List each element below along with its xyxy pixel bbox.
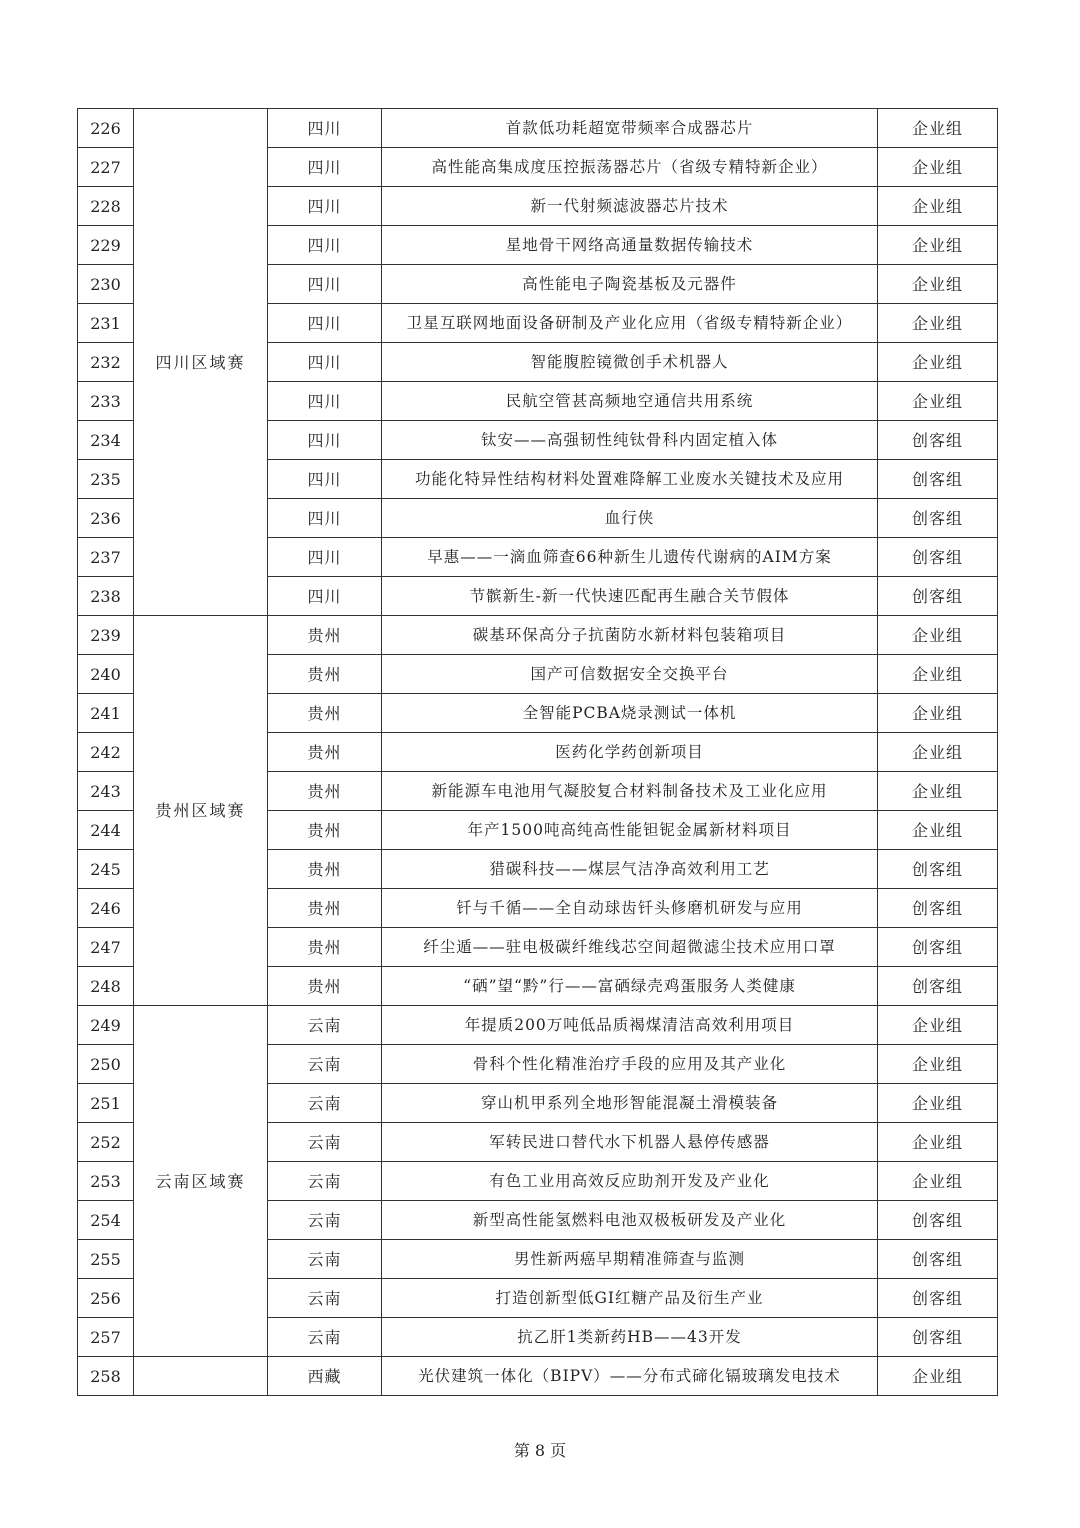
- group-cell: 企业组: [878, 772, 998, 811]
- province-cell: 四川: [268, 226, 382, 265]
- province-cell: 云南: [268, 1006, 382, 1045]
- project-name-cell: 节髌新生-新一代快速匹配再生融合关节假体: [382, 577, 878, 616]
- project-name-cell: 年提质200万吨低品质褐煤清洁高效利用项目: [382, 1006, 878, 1045]
- row-number: 245: [78, 850, 134, 889]
- group-cell: 创客组: [878, 460, 998, 499]
- region-cell: 云南区域赛: [134, 1006, 268, 1357]
- province-cell: 四川: [268, 382, 382, 421]
- project-table-body: [78, 109, 998, 1396]
- group-cell: 创客组: [878, 889, 998, 928]
- group-cell: 创客组: [878, 421, 998, 460]
- province-cell: 云南: [268, 1045, 382, 1084]
- row-number: 255: [78, 1240, 134, 1279]
- project-name-cell: 医药化学药创新项目: [382, 733, 878, 772]
- row-number: 234: [78, 421, 134, 460]
- project-name-cell: 血行侠: [382, 499, 878, 538]
- project-name-cell: 高性能电子陶瓷基板及元器件: [382, 265, 878, 304]
- row-number: 243: [78, 772, 134, 811]
- province-cell: 云南: [268, 1240, 382, 1279]
- region-cell: 贵州区域赛: [134, 616, 268, 1006]
- row-number: 257: [78, 1318, 134, 1357]
- row-number: 240: [78, 655, 134, 694]
- table-row: [78, 1006, 998, 1045]
- row-number: 242: [78, 733, 134, 772]
- province-cell: 西藏: [268, 1357, 382, 1396]
- group-cell: 企业组: [878, 382, 998, 421]
- row-number: 249: [78, 1006, 134, 1045]
- province-cell: 云南: [268, 1318, 382, 1357]
- row-number: 237: [78, 538, 134, 577]
- row-number: 253: [78, 1162, 134, 1201]
- group-cell: 企业组: [878, 655, 998, 694]
- province-cell: 四川: [268, 499, 382, 538]
- province-cell: 贵州: [268, 733, 382, 772]
- group-cell: 创客组: [878, 1240, 998, 1279]
- row-number: 228: [78, 187, 134, 226]
- project-name-cell: 年产1500吨高纯高性能钽铌金属新材料项目: [382, 811, 878, 850]
- project-name-cell: 全智能PCBA烧录测试一体机: [382, 694, 878, 733]
- project-name-cell: 碳基环保高分子抗菌防水新材料包装箱项目: [382, 616, 878, 655]
- group-cell: 企业组: [878, 1123, 998, 1162]
- project-name-cell: 高性能高集成度压控振荡器芯片（省级专精特新企业）: [382, 148, 878, 187]
- row-number: 251: [78, 1084, 134, 1123]
- row-number: 241: [78, 694, 134, 733]
- table-row: [78, 109, 998, 148]
- table-row: [78, 616, 998, 655]
- group-cell: 企业组: [878, 811, 998, 850]
- project-name-cell: 纤尘遁——驻电极碳纤维线芯空间超微滤尘技术应用口罩: [382, 928, 878, 967]
- row-number: 231: [78, 304, 134, 343]
- province-cell: 四川: [268, 577, 382, 616]
- province-cell: 贵州: [268, 967, 382, 1006]
- row-number: 233: [78, 382, 134, 421]
- province-cell: 贵州: [268, 616, 382, 655]
- row-number: 227: [78, 148, 134, 187]
- province-cell: 贵州: [268, 889, 382, 928]
- group-cell: 创客组: [878, 967, 998, 1006]
- group-cell: 企业组: [878, 1045, 998, 1084]
- province-cell: 贵州: [268, 694, 382, 733]
- row-number: 256: [78, 1279, 134, 1318]
- row-number: 246: [78, 889, 134, 928]
- row-number: 229: [78, 226, 134, 265]
- province-cell: 贵州: [268, 655, 382, 694]
- row-number: 238: [78, 577, 134, 616]
- group-cell: 企业组: [878, 304, 998, 343]
- province-cell: 贵州: [268, 772, 382, 811]
- group-cell: 企业组: [878, 343, 998, 382]
- project-name-cell: 钎与千循——全自动球齿钎头修磨机研发与应用: [382, 889, 878, 928]
- project-name-cell: 男性新两癌早期精准筛查与监测: [382, 1240, 878, 1279]
- province-cell: 贵州: [268, 811, 382, 850]
- province-cell: 四川: [268, 343, 382, 382]
- province-cell: 云南: [268, 1123, 382, 1162]
- group-cell: 企业组: [878, 616, 998, 655]
- row-number: 226: [78, 109, 134, 148]
- row-number: 252: [78, 1123, 134, 1162]
- group-cell: 企业组: [878, 733, 998, 772]
- province-cell: 四川: [268, 304, 382, 343]
- province-cell: 四川: [268, 148, 382, 187]
- group-cell: 企业组: [878, 1084, 998, 1123]
- group-cell: 企业组: [878, 694, 998, 733]
- group-cell: 企业组: [878, 148, 998, 187]
- group-cell: 企业组: [878, 226, 998, 265]
- province-cell: 四川: [268, 187, 382, 226]
- province-cell: 贵州: [268, 928, 382, 967]
- province-cell: 四川: [268, 421, 382, 460]
- group-cell: 企业组: [878, 187, 998, 226]
- project-name-cell: 穿山机甲系列全地形智能混凝土滑模装备: [382, 1084, 878, 1123]
- group-cell: 创客组: [878, 1279, 998, 1318]
- page-number: 第 8 页: [513, 1441, 567, 1460]
- project-name-cell: 抗乙肝1类新药HB——43开发: [382, 1318, 878, 1357]
- row-number: 254: [78, 1201, 134, 1240]
- project-name-cell: 国产可信数据安全交换平台: [382, 655, 878, 694]
- province-cell: 四川: [268, 538, 382, 577]
- province-cell: 四川: [268, 460, 382, 499]
- project-table-container: [77, 108, 997, 1396]
- project-name-cell: 钛安——高强韧性纯钛骨科内固定植入体: [382, 421, 878, 460]
- group-cell: 创客组: [878, 850, 998, 889]
- project-name-cell: 打造创新型低GI红糖产品及衍生产业: [382, 1279, 878, 1318]
- group-cell: 企业组: [878, 1357, 998, 1396]
- row-number: 248: [78, 967, 134, 1006]
- group-cell: 创客组: [878, 928, 998, 967]
- region-cell: 四川区域赛: [134, 109, 268, 616]
- row-number: 230: [78, 265, 134, 304]
- group-cell: 企业组: [878, 265, 998, 304]
- province-cell: 四川: [268, 109, 382, 148]
- group-cell: 创客组: [878, 1318, 998, 1357]
- project-name-cell: 星地骨干网络高通量数据传输技术: [382, 226, 878, 265]
- project-name-cell: 首款低功耗超宽带频率合成器芯片: [382, 109, 878, 148]
- project-name-cell: 光伏建筑一体化（BIPV）——分布式碲化镉玻璃发电技术: [382, 1357, 878, 1396]
- province-cell: 四川: [268, 265, 382, 304]
- group-cell: 创客组: [878, 1201, 998, 1240]
- row-number: 244: [78, 811, 134, 850]
- project-name-cell: 卫星互联网地面设备研制及产业化应用（省级专精特新企业）: [382, 304, 878, 343]
- project-name-cell: “硒”望“黔”行——富硒绿壳鸡蛋服务人类健康: [382, 967, 878, 1006]
- province-cell: 贵州: [268, 850, 382, 889]
- row-number: 235: [78, 460, 134, 499]
- group-cell: 创客组: [878, 538, 998, 577]
- project-name-cell: 军转民进口替代水下机器人悬停传感器: [382, 1123, 878, 1162]
- group-cell: 企业组: [878, 1006, 998, 1045]
- group-cell: 创客组: [878, 577, 998, 616]
- province-cell: 云南: [268, 1162, 382, 1201]
- project-name-cell: 智能腹腔镜微创手术机器人: [382, 343, 878, 382]
- group-cell: 创客组: [878, 499, 998, 538]
- table-row: [78, 1357, 998, 1396]
- province-cell: 云南: [268, 1201, 382, 1240]
- province-cell: 云南: [268, 1084, 382, 1123]
- project-name-cell: 功能化特异性结构材料处置难降解工业废水关键技术及应用: [382, 460, 878, 499]
- project-name-cell: 骨科个性化精准治疗手段的应用及其产业化: [382, 1045, 878, 1084]
- project-name-cell: 猎碳科技——煤层气洁净高效利用工艺: [382, 850, 878, 889]
- project-name-cell: 新能源车电池用气凝胶复合材料制备技术及工业化应用: [382, 772, 878, 811]
- project-name-cell: 有色工业用高效反应助剂开发及产业化: [382, 1162, 878, 1201]
- row-number: 250: [78, 1045, 134, 1084]
- project-name-cell: 新型高性能氢燃料电池双极板研发及产业化: [382, 1201, 878, 1240]
- region-cell: [134, 1357, 268, 1396]
- row-number: 232: [78, 343, 134, 382]
- group-cell: 企业组: [878, 109, 998, 148]
- row-number: 247: [78, 928, 134, 967]
- project-table: [77, 108, 998, 1396]
- project-name-cell: 新一代射频滤波器芯片技术: [382, 187, 878, 226]
- group-cell: 企业组: [878, 1162, 998, 1201]
- project-name-cell: 早惠——一滴血筛查66种新生儿遗传代谢病的AIM方案: [382, 538, 878, 577]
- project-name-cell: 民航空管甚高频地空通信共用系统: [382, 382, 878, 421]
- row-number: 236: [78, 499, 134, 538]
- row-number: 258: [78, 1357, 134, 1396]
- row-number: 239: [78, 616, 134, 655]
- province-cell: 云南: [268, 1279, 382, 1318]
